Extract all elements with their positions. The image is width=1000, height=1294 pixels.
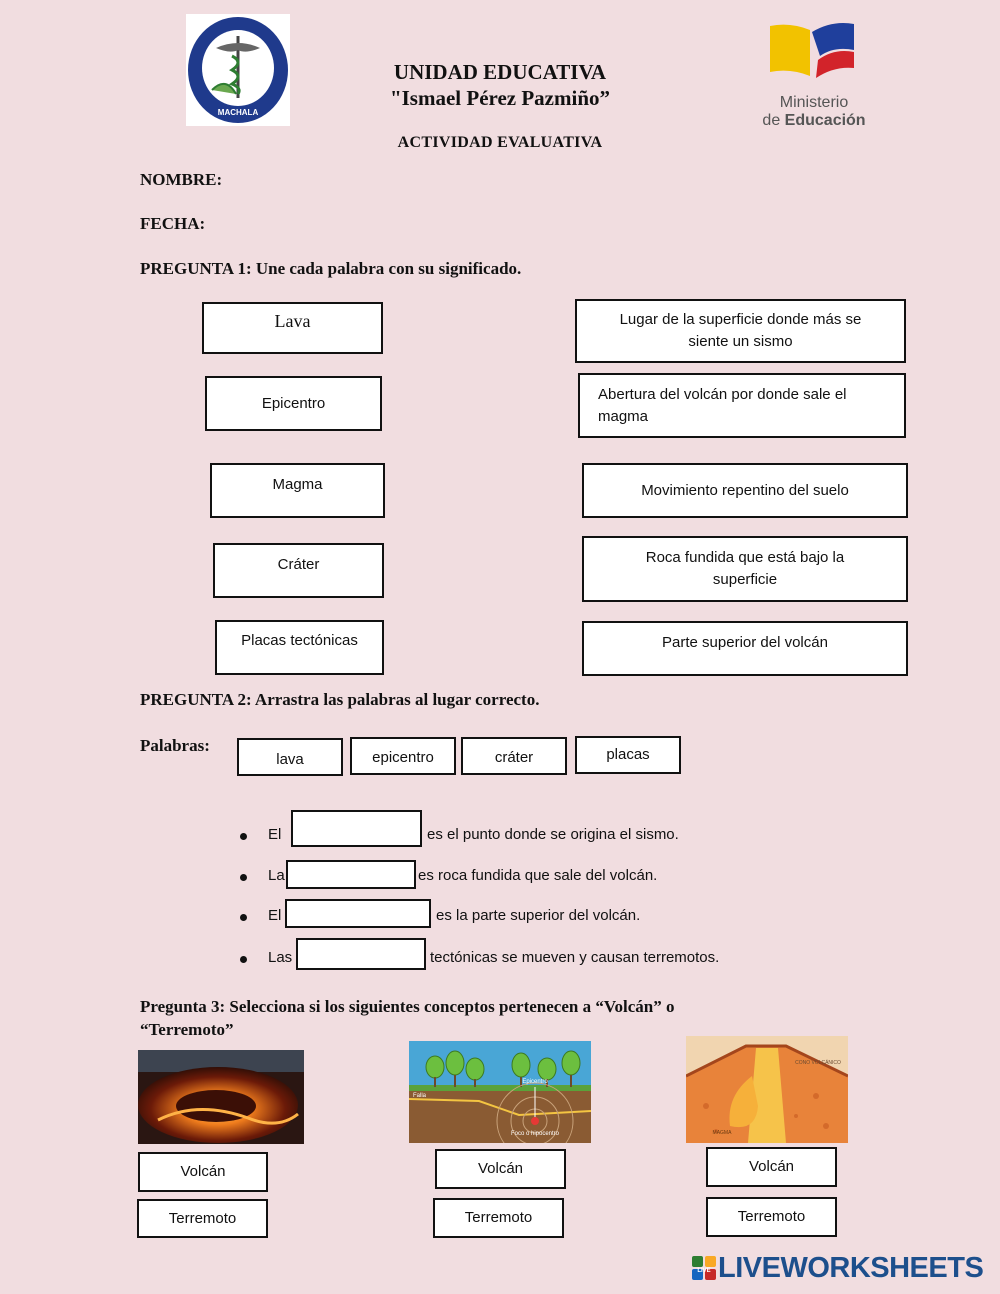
q2-drop-zone-2[interactable] — [286, 860, 416, 889]
school-name-line2: "Ismael Pérez Pazmiño” — [389, 86, 611, 110]
q1-meaning-5[interactable]: Parte superior del volcán — [582, 621, 908, 676]
volcano-cross-section-image — [686, 1036, 848, 1143]
q2-drop-zone-4[interactable] — [296, 938, 426, 970]
q1-prompt: PREGUNTA 1: Une cada palabra con su significado. — [140, 259, 522, 278]
bullet — [240, 956, 247, 963]
bullet — [240, 833, 247, 840]
ministry-text — [752, 94, 876, 130]
q2-sentence-2-after: es roca fundida que sale del volcán. — [418, 867, 658, 884]
q1-meaning-3[interactable]: Movimiento repentino del suelo — [582, 463, 908, 518]
name-label: NOMBRE: — [140, 170, 223, 189]
q1-word-crater[interactable]: Cráter — [213, 543, 384, 598]
q1-meaning-1[interactable]: Lugar de la superficie donde más se siente un sismo — [575, 299, 906, 363]
q3-item1-terremoto-option[interactable]: Terremoto — [137, 1199, 268, 1238]
q2-sentence-3-after: es la parte superior del volcán. — [436, 907, 641, 924]
q2-word-epicentro[interactable]: epicentro — [350, 737, 456, 775]
school-name-line1: UNIDAD EDUCATIVA — [393, 60, 607, 84]
activity-title: ACTIVIDAD EVALUATIVA — [397, 134, 603, 151]
liveworksheets-logo-icon — [692, 1256, 716, 1280]
q1-meaning-4[interactable]: Roca fundida que está bajo la superficie — [582, 536, 908, 602]
q1-meaning-2[interactable]: Abertura del volcán por donde sale el magma — [578, 373, 906, 438]
q2-sentence-3-before: El — [268, 907, 282, 924]
ministry-line1: Ministerio — [779, 94, 849, 111]
q2-words-label: Palabras: — [140, 736, 210, 755]
school-logo — [186, 14, 290, 126]
earthquake-diagram-image — [409, 1041, 591, 1143]
q2-sentence-1-after: es el punto donde se origina el sismo. — [427, 826, 679, 843]
logo-badge-text: LIVE — [697, 1268, 711, 1274]
ministry-line2 — [752, 112, 876, 130]
q1-word-placas[interactable]: Placas tectónicas — [215, 620, 384, 675]
liveworksheets-brand: LIVEWORKSHEETS — [718, 1252, 984, 1284]
q2-sentence-4-before: Las — [268, 949, 293, 966]
fault-label: Falla — [413, 1093, 427, 1099]
volcanic-cone-label: CONO VOLCÁNICO — [795, 1060, 841, 1066]
school-logo-city-text: MACHALA — [217, 108, 259, 117]
bullet — [240, 874, 247, 881]
q3-prompt-line2: “Terremoto” — [140, 1020, 234, 1039]
q2-drop-zone-1[interactable] — [291, 810, 422, 847]
epicenter-label: Epicentro — [522, 1079, 548, 1085]
ministry-line2-bold: Educación — [784, 112, 866, 129]
q2-word-crater[interactable]: cráter — [461, 737, 567, 775]
q2-word-placas[interactable]: placas — [575, 736, 681, 774]
ministry-line2-prefix: de — [762, 112, 785, 129]
q3-item1-volcan-option[interactable]: Volcán — [138, 1152, 268, 1192]
q3-item2-volcan-option[interactable]: Volcán — [435, 1149, 566, 1189]
q2-sentence-4-after: tectónicas se mueven y causan terremotos. — [430, 949, 720, 966]
q1-word-lava[interactable]: Lava — [202, 302, 383, 354]
q3-prompt-line1: Pregunta 3: Selecciona si los siguientes conceptos pertenecen a “Volcán” o — [140, 997, 675, 1016]
bullet — [240, 914, 247, 921]
date-label: FECHA: — [140, 214, 206, 233]
q1-word-magma[interactable]: Magma — [210, 463, 385, 518]
q3-item2-terremoto-option[interactable]: Terremoto — [433, 1198, 564, 1238]
focus-label: Foco o hipocentro — [510, 1131, 560, 1137]
q2-word-lava[interactable]: lava — [237, 738, 343, 776]
q3-item3-terremoto-option[interactable]: Terremoto — [706, 1197, 837, 1237]
q2-drop-zone-3[interactable] — [285, 899, 431, 928]
lava-image — [138, 1050, 304, 1144]
q2-sentence-2-before: La — [268, 867, 285, 884]
q3-item3-volcan-option[interactable]: Volcán — [706, 1147, 837, 1187]
q1-word-epicentro[interactable]: Epicentro — [205, 376, 382, 431]
magma-label: MAGMA — [712, 1130, 732, 1136]
q2-prompt: PREGUNTA 2: Arrastra las palabras al lugar correcto. — [140, 690, 540, 709]
q2-sentence-1-before: El — [268, 826, 282, 843]
